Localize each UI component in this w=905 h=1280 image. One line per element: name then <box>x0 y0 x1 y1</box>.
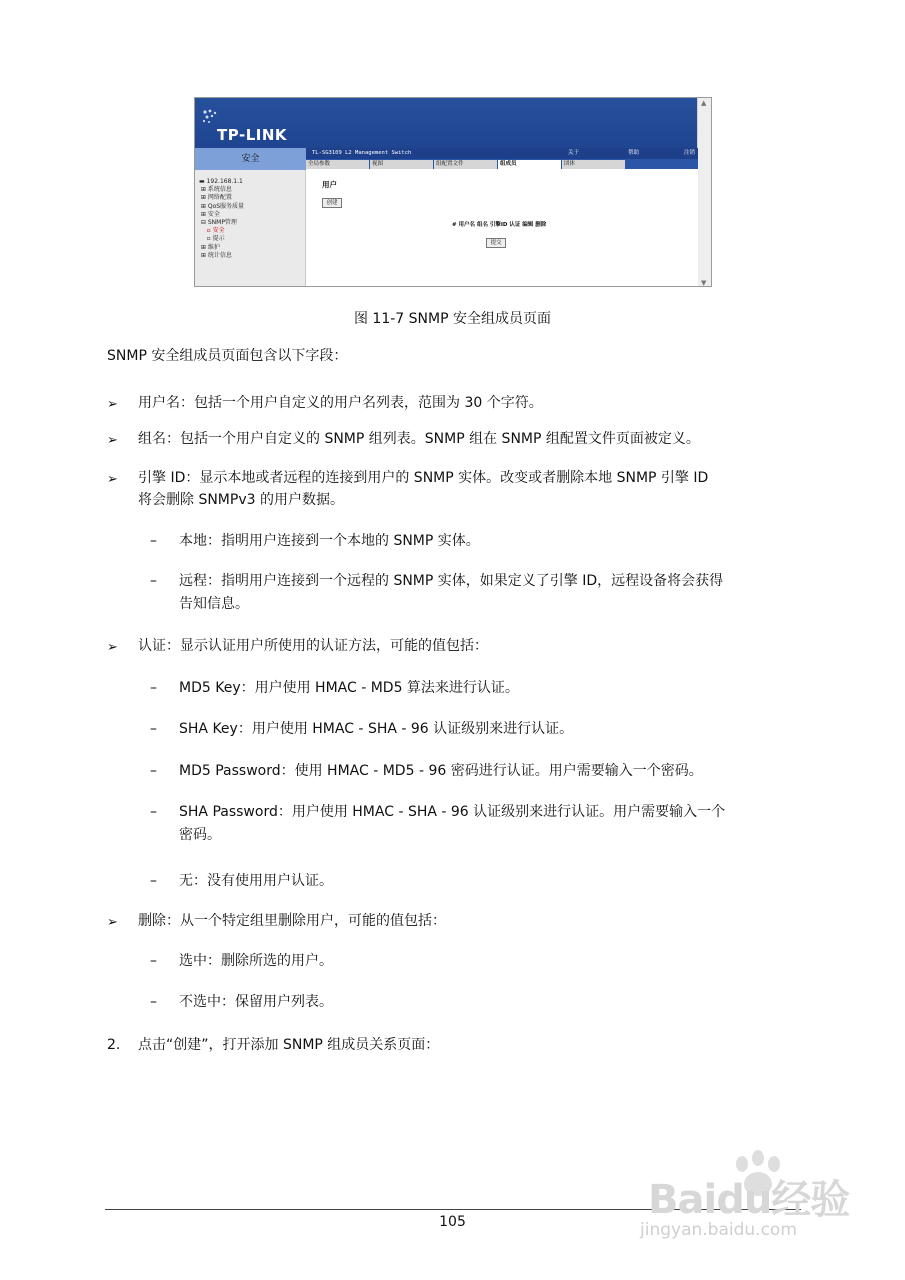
item-sha-key: SHA Key：用户使用 HMAC - SHA - 96 认证级别来进行认证。 <box>179 721 574 737</box>
dash-icon: – <box>150 763 157 779</box>
content-heading: 用户 <box>322 180 337 189</box>
item-engine-id-cont: 将会删除 SNMPv3 的用户数据。 <box>138 492 344 508</box>
watermark-url: jingyan.baidu.com <box>640 1220 797 1240</box>
dash-icon: – <box>150 873 157 889</box>
item-unchecked: 不选中：保留用户列表。 <box>179 994 333 1010</box>
tree-item-snmp[interactable]: ⊟ SNMP管理 <box>199 219 237 227</box>
bullet-icon: ➢ <box>107 915 118 930</box>
tab-communities[interactable]: 团体 <box>562 160 626 169</box>
item-engine-id: 引擎 ID：显示本地或者远程的连接到用户的 SNMP 实体。改变或者删除本地 SNMP 引擎 ID <box>138 470 709 486</box>
bullet-icon: ➢ <box>107 433 118 448</box>
tree-item-maintenance[interactable]: ⊞ 维护 <box>199 243 220 251</box>
header-banner <box>195 98 698 148</box>
scroll-down-icon[interactable]: ▼ <box>701 279 707 287</box>
tree-item-root[interactable]: ▬ 192.168.1.1 <box>199 178 243 185</box>
tp-link-logo: TP-LINK <box>217 126 288 144</box>
item-auth: 认证：显示认证用户所使用的认证方法，可能的值包括： <box>138 638 488 654</box>
page-number: 105 <box>439 1214 466 1230</box>
item-md5-password: MD5 Password：使用 HMAC - MD5 - 96 密码进行认证。用户需要输入一个密码。 <box>179 763 703 779</box>
item-sha-password-cont: 密码。 <box>179 827 221 843</box>
step-create: 点击“创建”，打开添加 SNMP 组成员关系页面： <box>138 1037 440 1053</box>
item-md5-key: MD5 Key：用户使用 HMAC - MD5 算法来进行认证。 <box>179 680 519 696</box>
tree-item-network[interactable]: ⊞ 网络配置 <box>199 194 232 202</box>
tab-bar <box>306 159 698 169</box>
tree-item-qos[interactable]: ⊞ QoS服务质量 <box>199 202 245 210</box>
item-remote-cont: 告知信息。 <box>179 596 249 612</box>
embedded-switch-screenshot <box>194 97 712 287</box>
dash-icon: – <box>150 721 157 737</box>
item-sha-password: SHA Password：用户使用 HMAC - SHA - 96 认证级别来进行认证。用户需要输入一个 <box>179 804 726 820</box>
baidu-watermark <box>640 1150 860 1250</box>
table-header: # 用户名 组名 引擎ID 认证 编辑 删除 <box>452 222 547 228</box>
dash-icon: – <box>150 573 157 589</box>
tab-global-params[interactable]: 全局参数 <box>306 160 370 169</box>
tree-item-statistics[interactable]: ⊞ 统计信息 <box>199 251 232 259</box>
dash-icon: – <box>150 680 157 696</box>
nav-tree <box>195 170 306 287</box>
scroll-up-icon[interactable]: ▲ <box>701 99 707 107</box>
tab-group-members[interactable]: 组成员 <box>498 160 562 169</box>
create-button[interactable]: 创建 <box>322 198 342 208</box>
intro-text: SNMP 安全组成员页面包含以下字段： <box>107 348 348 364</box>
tab-views[interactable]: 视图 <box>370 160 434 169</box>
device-titlebar <box>306 148 698 159</box>
tree-item-system-info[interactable]: ⊞ 系统信息 <box>199 186 232 194</box>
item-local: 本地：指明用户连接到一个本地的 SNMP 实体。 <box>179 533 480 549</box>
dash-icon: – <box>150 953 157 969</box>
bullet-icon: ➢ <box>107 640 118 655</box>
submit-button[interactable]: 提交 <box>486 238 506 248</box>
dash-icon: – <box>150 994 157 1010</box>
content-panel <box>306 169 698 287</box>
watermark-brand: Baidu经验 <box>648 1177 850 1223</box>
tree-item-snmp-notify[interactable]: ▫ 提示 <box>199 235 225 243</box>
item-delete: 删除：从一个特定组里删除用户，可能的值包括： <box>138 913 446 929</box>
device-title: TL-SG3109 L2 Management Switch <box>312 150 412 156</box>
item-remote: 远程：指明用户连接到一个远程的 SNMP 实体，如果定义了引擎 ID，远程设备将会获得 <box>179 573 724 589</box>
link-logout[interactable]: 注销 <box>684 150 696 156</box>
item-none: 无：没有使用用户认证。 <box>179 873 333 889</box>
sidebar-title: 安全 <box>195 148 306 170</box>
tree-item-security[interactable]: ⊞ 安全 <box>199 210 220 218</box>
item-checked: 选中：删除所选的用户。 <box>179 953 333 969</box>
link-help[interactable]: 帮助 <box>628 150 640 156</box>
tab-group-profile[interactable]: 组配置文件 <box>434 160 498 169</box>
bullet-icon: ➢ <box>107 397 118 412</box>
bullet-icon: ➢ <box>107 472 118 487</box>
item-groupname: 组名：包括一个用户自定义的 SNMP 组列表。SNMP 组在 SNMP 组配置文件页面被定义。 <box>138 431 700 447</box>
figure-caption: 图 11-7 SNMP 安全组成员页面 <box>353 311 551 327</box>
link-about[interactable]: 关于 <box>568 150 580 156</box>
logo-dots-icon <box>201 108 221 126</box>
step-number: 2. <box>107 1037 121 1053</box>
tree-item-snmp-security[interactable]: ▫ 安全 <box>199 227 225 235</box>
item-username: 用户名：包括一个用户自定义的用户名列表，范围为 30 个字符。 <box>138 395 543 411</box>
dash-icon: – <box>150 533 157 549</box>
vertical-scrollbar[interactable] <box>697 98 711 287</box>
dash-icon: – <box>150 804 157 820</box>
